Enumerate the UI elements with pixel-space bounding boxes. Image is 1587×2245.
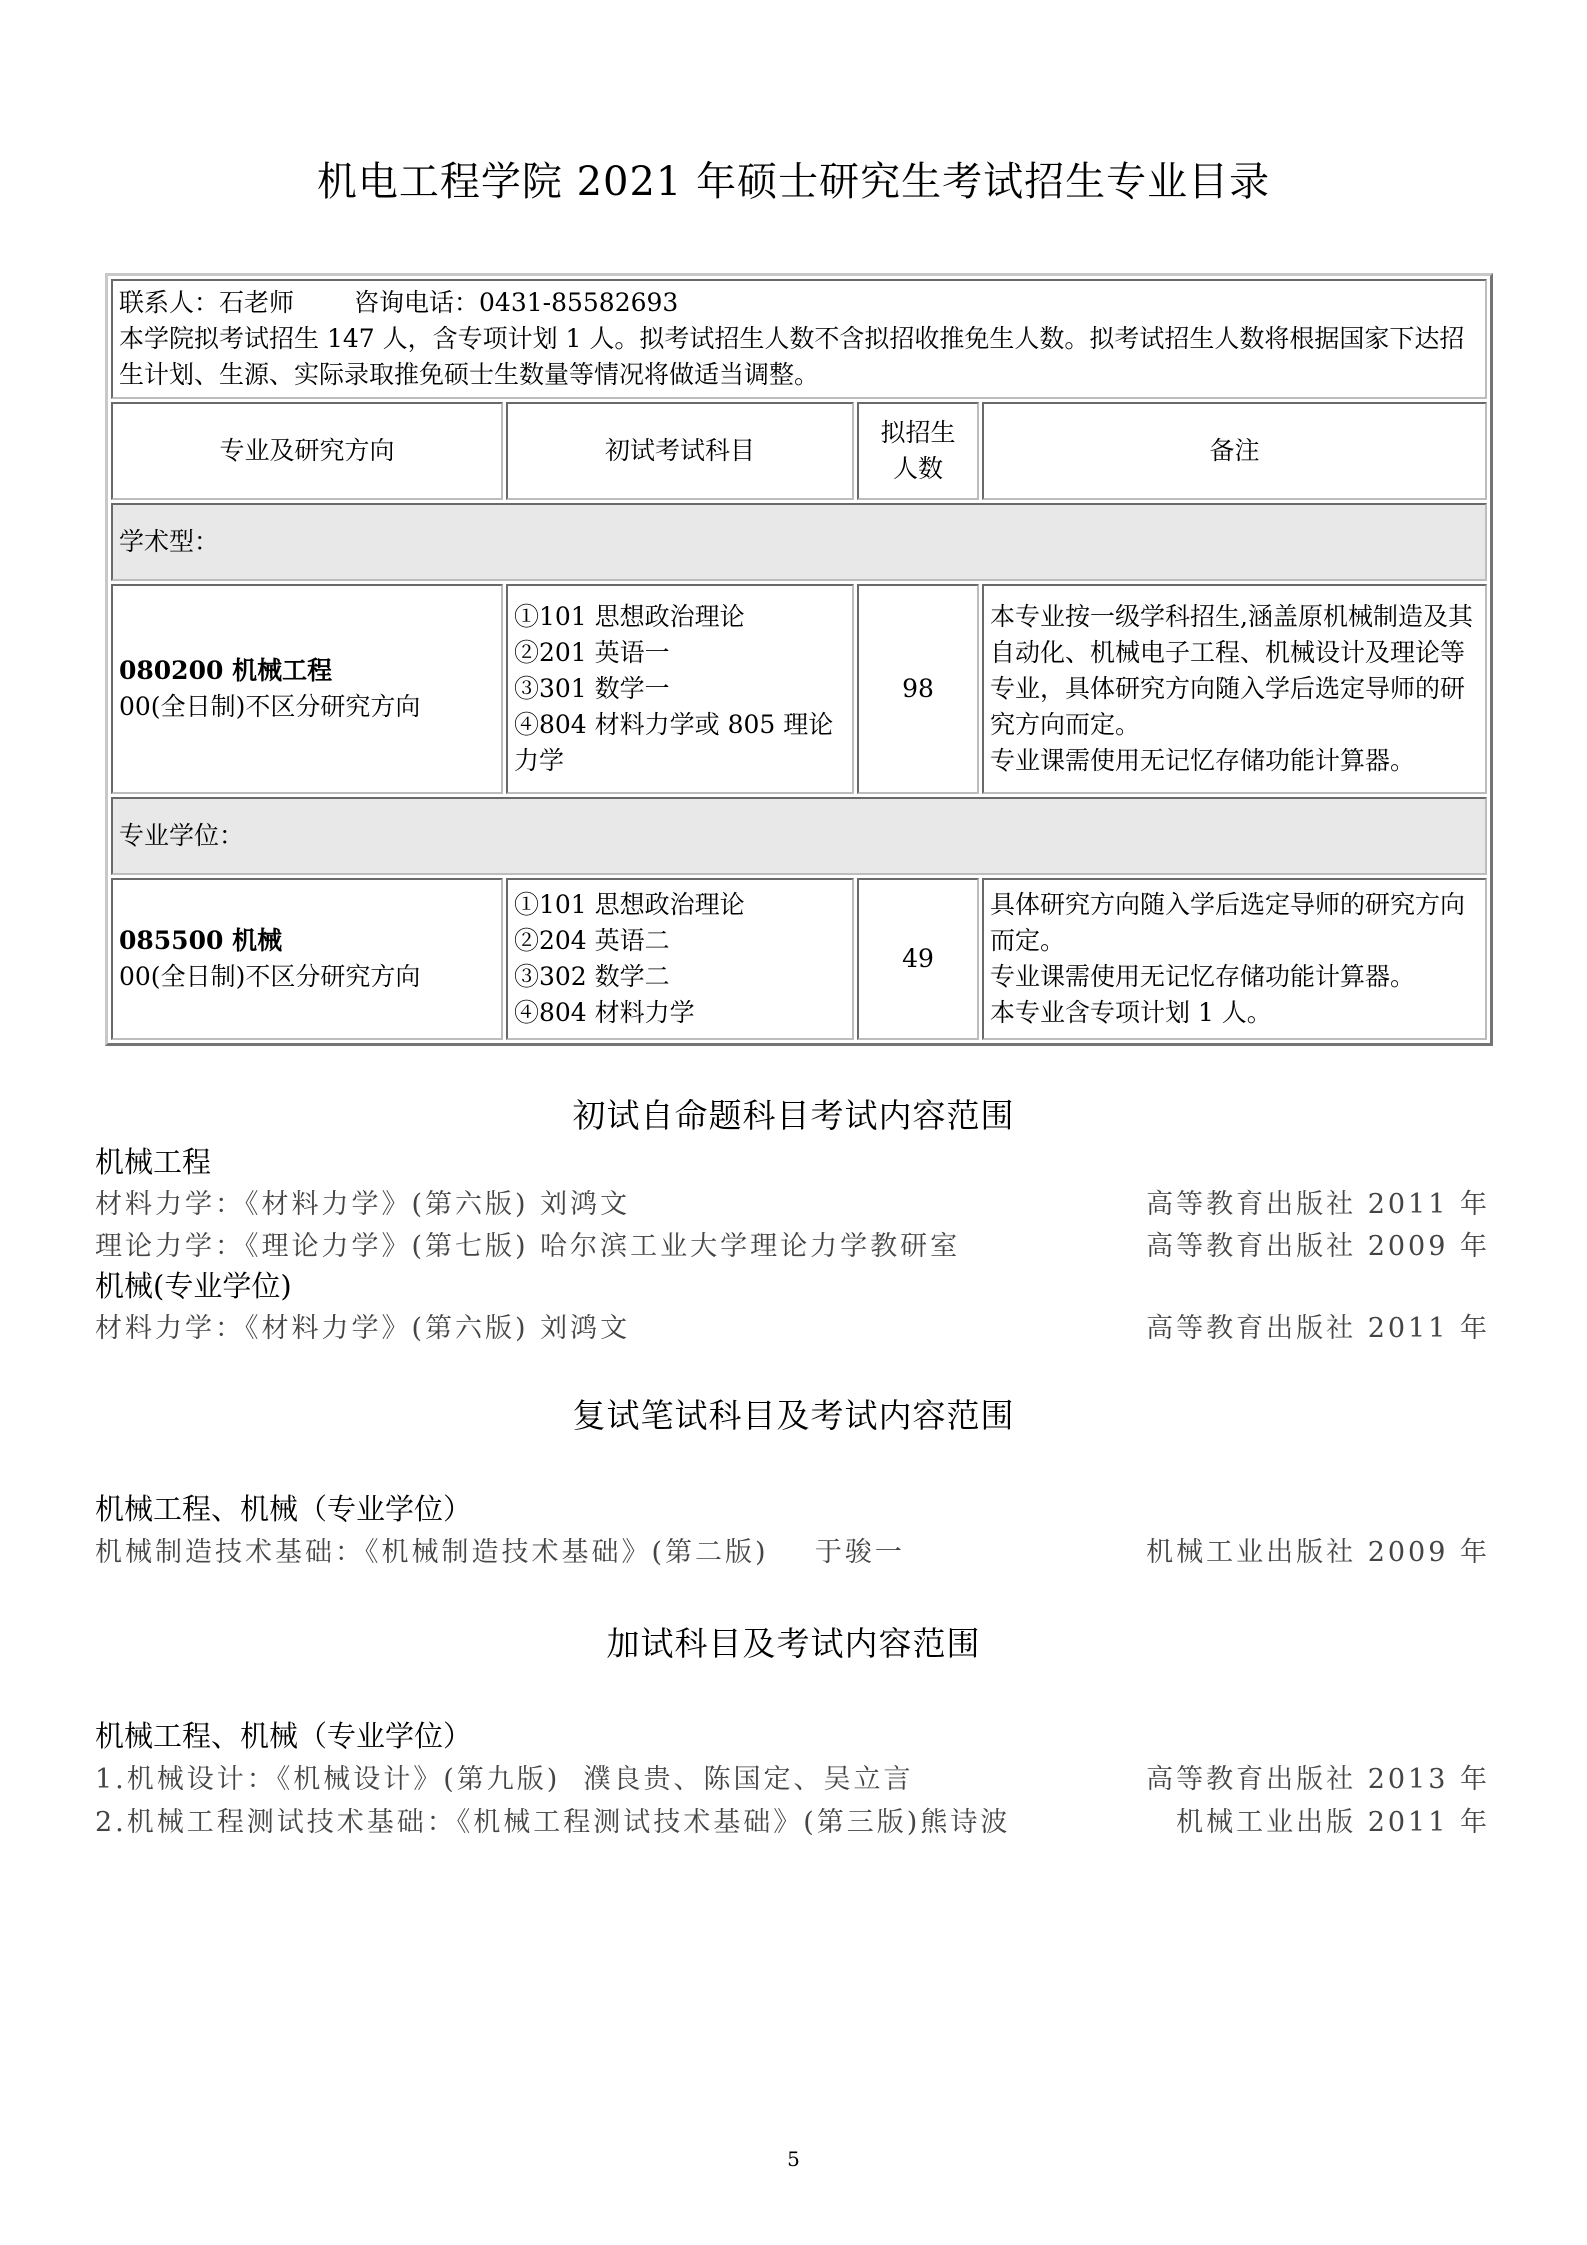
program-direction: 00(全日制)不区分研究方向 (119, 692, 421, 721)
subject-item: ④804 材料力学 (514, 998, 695, 1027)
header-count (857, 402, 979, 500)
enrollment-catalog-table (105, 273, 1493, 1046)
reference-item (95, 1306, 1490, 1345)
program-remarks-cell (982, 584, 1487, 794)
program-major-cell (111, 878, 503, 1040)
program-count: 49 (857, 878, 979, 1040)
header-subjects: 初试考试科目 (506, 402, 854, 500)
enrollment-notice: 本学院拟考试招生 147 人，含专项计划 1 人。拟考试招生人数不含拟招收推免生人数。拟考试招生人数将根据国家下达招生计划、生源、实际录取推免硕士生数量等情况将做适当调整。 (119, 324, 1465, 389)
table-header-row (111, 402, 1487, 500)
reference-text: 理论力学：《理论力学》(第七版) 哈尔滨工业大学理论力学教研室 (95, 1231, 961, 1262)
reference-text: 材料力学：《材料力学》(第六版) 刘鸿文 (95, 1189, 631, 1220)
remark-item: 具体研究方向随入学后选定导师的研究方向而定。 (990, 890, 1466, 955)
section-row-professional (111, 797, 1487, 875)
page-number: 5 (787, 2147, 800, 2171)
subject-item: ②201 英语一 (514, 638, 670, 667)
header-count-line1: 拟招生 (880, 418, 956, 447)
page-title: 机电工程学院 2021 年硕士研究生考试招生专业目录 (316, 159, 1271, 205)
remark-item: 本专业含专项计划 1 人。 (990, 998, 1272, 1027)
subject-item: ④804 材料力学或 805 理论力学 (514, 710, 834, 775)
subject-item: ③302 数学二 (514, 962, 670, 991)
reference-item (95, 1224, 1490, 1263)
program-remarks-cell (982, 878, 1487, 1040)
program-row (111, 878, 1487, 1040)
reference-publisher: 高等教育出版社 2013 年 (1146, 1764, 1490, 1795)
subject-item: ①101 思想政治理论 (514, 890, 745, 919)
subject-item: ①101 思想政治理论 (514, 602, 745, 631)
program-subjects-cell (506, 878, 854, 1040)
section-label: 专业学位： (111, 797, 1487, 875)
reference-publisher: 高等教育出版社 2009 年 (1146, 1231, 1490, 1262)
extra-heading: 加试科目及考试内容范围 (606, 1624, 981, 1663)
remark-item: 专业课需使用无记忆存储功能计算器。 (990, 962, 1416, 991)
initial-group-name: 机械(专业学位) (95, 1269, 292, 1303)
initial-exam-heading: 初试自命题科目考试内容范围 (572, 1096, 1015, 1135)
subject-item: ②204 英语二 (514, 926, 670, 955)
reference-item (95, 1757, 1490, 1796)
reference-item (95, 1530, 1490, 1569)
reference-publisher: 机械工业出版社 2009 年 (1146, 1537, 1490, 1568)
retest-heading: 复试笔试科目及考试内容范围 (572, 1396, 1015, 1435)
reference-text: 2.机械工程测试技术基础：《机械工程测试技术基础》(第三版)熊诗波 (95, 1807, 1011, 1838)
section-row-academic (111, 503, 1487, 581)
program-code-name: 085500 机械 (119, 926, 283, 955)
section-label: 学术型： (111, 503, 1487, 581)
program-major-cell (111, 584, 503, 794)
reference-publisher: 高等教育出版社 2011 年 (1146, 1189, 1490, 1220)
program-direction: 00(全日制)不区分研究方向 (119, 962, 421, 991)
reference-text: 1.机械设计：《机械设计》(第九版) 濮良贵、陈国定、吴立言 (95, 1764, 914, 1795)
intro-cell (111, 279, 1487, 399)
remark-item: 专业课需使用无记忆存储功能计算器。 (990, 746, 1416, 775)
reference-publisher: 机械工业出版 2011 年 (1176, 1807, 1490, 1838)
header-major: 专业及研究方向 (111, 402, 503, 500)
reference-text: 机械制造技术基础：《机械制造技术基础》(第二版) 于骏一 (95, 1537, 905, 1568)
reference-publisher: 高等教育出版社 2011 年 (1146, 1313, 1490, 1344)
retest-group-name: 机械工程、机械（专业学位） (95, 1492, 473, 1526)
reference-item (95, 1800, 1490, 1839)
header-count-line2: 人数 (892, 454, 943, 483)
remark-item: 本专业按一级学科招生,涵盖原机械制造及其自动化、机械电子工程、机械设计及理论等专业，具体研究方向随入学后选定导师的研究方向而定。 (990, 602, 1473, 739)
reference-text: 材料力学：《材料力学》(第六版) 刘鸿文 (95, 1313, 631, 1344)
contact-phone: 咨询电话：0431-85582693 (354, 288, 679, 317)
reference-item (95, 1182, 1490, 1221)
header-remarks: 备注 (982, 402, 1487, 500)
program-count: 98 (857, 584, 979, 794)
program-subjects-cell (506, 584, 854, 794)
program-row (111, 584, 1487, 794)
initial-group-name: 机械工程 (95, 1145, 212, 1179)
extra-group-name: 机械工程、机械（专业学位） (95, 1719, 473, 1753)
program-code-name: 080200 机械工程 (119, 656, 333, 685)
subject-item: ③301 数学一 (514, 674, 670, 703)
contact-person: 联系人：石老师 (119, 288, 295, 317)
